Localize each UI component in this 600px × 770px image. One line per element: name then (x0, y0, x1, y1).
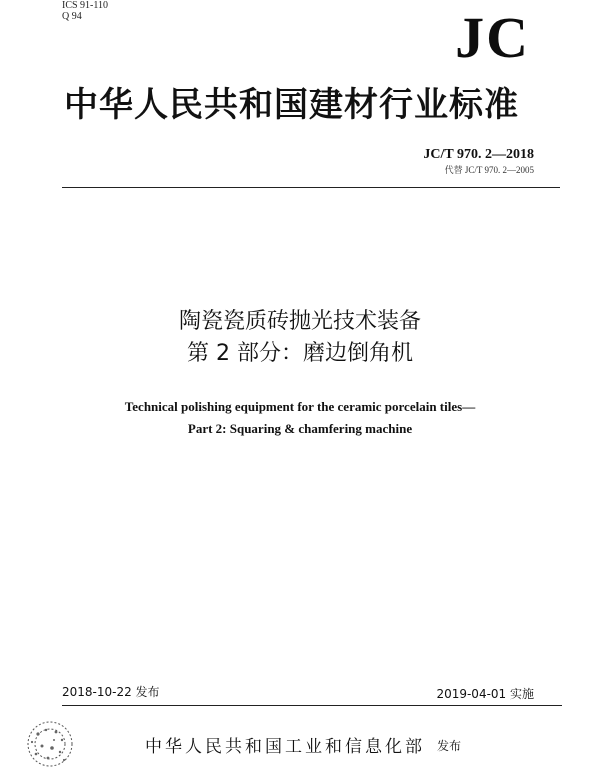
publish-label: 发布 (437, 739, 462, 753)
chinese-title-line-2: 第 2 部分：磨边倒角机 (187, 341, 413, 366)
ics-code: ICS 91-110 (62, 0, 109, 11)
publisher-name: 中华人民共和国工业和信息化部 (145, 737, 425, 757)
chinese-title-line-1: 陶瓷瓷质砖抛光技术装备 (178, 309, 421, 334)
standard-code: JC/T 970. 2—2018 (423, 147, 534, 162)
standard-category-title: 中华人民共和国建材行业标准 (64, 85, 519, 125)
english-title-line-2: Part 2: Squaring & chamfering machine (187, 421, 413, 436)
standard-code-block (423, 146, 534, 176)
ccs-code: Q 94 (62, 11, 82, 22)
top-divider (62, 187, 560, 188)
implementation-date: 2019-04-01 实施 (436, 687, 534, 701)
classification-block (62, 0, 108, 22)
issue-date: 2018-10-22 发布 (62, 685, 160, 699)
replaces-code: 代替 JC/T 970. 2—2005 (444, 165, 534, 175)
seal-stamp-icon (18, 712, 82, 770)
jc-logo: JC (455, 5, 530, 70)
english-title-line-1: Technical polishing equipment for the ceramic porcelain tiles— (124, 399, 476, 414)
bottom-divider (62, 705, 562, 706)
